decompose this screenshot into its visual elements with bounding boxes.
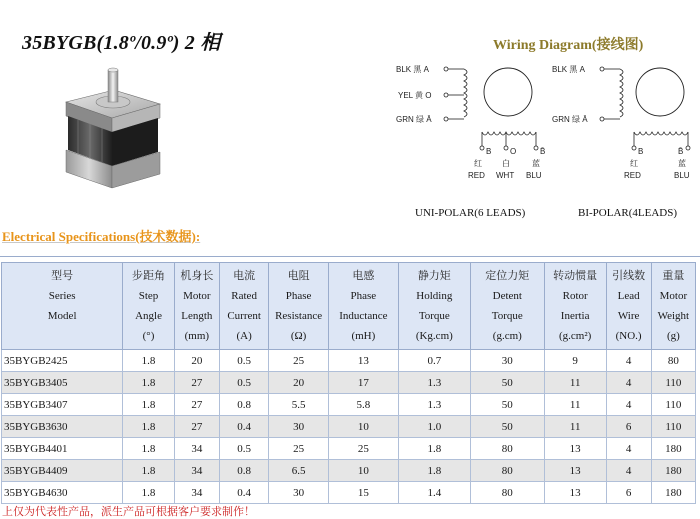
table-cell: 4 — [606, 350, 651, 372]
table-cell: 15 — [328, 482, 398, 504]
model-cell: 35BYGB3630 — [2, 416, 123, 438]
table-cell: 1.3 — [398, 394, 470, 416]
column-header-zh: 重量 — [662, 270, 685, 282]
table-cell: 1.8 — [398, 438, 470, 460]
table-cell: 80 — [470, 438, 544, 460]
table-cell: 1.8 — [123, 460, 174, 482]
bi-bottom-zh: 红 — [630, 159, 638, 168]
table-cell: 110 — [651, 372, 695, 394]
table-cell: 34 — [174, 438, 219, 460]
table-cell: 50 — [470, 394, 544, 416]
uni-bottom-lead: B̄ — [540, 147, 546, 156]
spec-section-title: Electrical Specifications(技术数据): — [2, 229, 201, 244]
table-cell: 180 — [651, 438, 695, 460]
bi-polar-caption: BI-POLAR(4LEADS) — [578, 207, 677, 219]
uni-bottom-en: WHT — [496, 171, 515, 180]
table-cell: 13 — [544, 482, 606, 504]
table-cell: 10 — [328, 416, 398, 438]
column-header-unit — [2, 326, 122, 346]
footnote: 上仅为代表性产品，派生产品可根据客户要求制作！ — [2, 505, 255, 518]
column-header-unit: (°) — [142, 330, 155, 342]
table-cell: 30 — [269, 416, 329, 438]
table-cell: 34 — [174, 460, 219, 482]
table-cell: 50 — [470, 416, 544, 438]
column-header-zh: 定位力矩 — [485, 270, 530, 282]
column-header-unit: (mH) — [351, 330, 376, 342]
table-cell: 50 — [470, 372, 544, 394]
column-header-unit: (g.cm) — [492, 330, 522, 342]
table-cell: 20 — [174, 350, 219, 372]
column-header-en1: Motor — [659, 290, 688, 302]
column-header-en1: Holding — [416, 290, 453, 302]
table-header-row — [2, 263, 696, 350]
table-cell: 9 — [544, 350, 606, 372]
model-cell: 35BYGB3407 — [2, 394, 123, 416]
stepper-motor-image — [56, 66, 166, 206]
uni-bottom-en: BLU — [526, 171, 542, 180]
table-cell: 6 — [606, 482, 651, 504]
column-header-en2: Resistance — [275, 310, 323, 322]
column-header-en2: Weight — [657, 310, 690, 322]
table-cell: 17 — [328, 372, 398, 394]
column-header-en1: Motor — [183, 290, 211, 302]
table-cell: 13 — [544, 438, 606, 460]
table-body — [2, 350, 696, 504]
column-header — [219, 263, 268, 350]
column-header-zh: 静力矩 — [417, 270, 451, 282]
table-cell: 1.4 — [398, 482, 470, 504]
table-cell: 27 — [174, 416, 219, 438]
wiring-diagram-title: Wiring Diagram(接线图) — [493, 38, 644, 53]
uni-bottom-lead: B — [486, 147, 492, 156]
table-cell: 20 — [269, 372, 329, 394]
table-cell: 11 — [544, 394, 606, 416]
uni-lead-label: GRN 绿 Ā — [396, 115, 432, 124]
table-cell: 25 — [269, 350, 329, 372]
model-cell: 35BYGB4630 — [2, 482, 123, 504]
table-cell: 4 — [606, 460, 651, 482]
column-header-en2: Torque — [491, 310, 523, 322]
table-row — [2, 460, 696, 482]
column-header — [328, 263, 398, 350]
table-cell: 11 — [544, 372, 606, 394]
table-cell: 4 — [606, 372, 651, 394]
table-row — [2, 350, 696, 372]
uni-lead-label: BLK 黑 A — [396, 65, 429, 74]
bi-bottom-lead: B — [638, 147, 644, 156]
uni-lead-label: YEL 黄 O — [398, 91, 432, 100]
column-header-en2: Inductance — [339, 310, 388, 322]
table-cell: 1.0 — [398, 416, 470, 438]
uni-bottom-en: RED — [468, 171, 485, 180]
column-header-zh: 步距角 — [132, 270, 166, 282]
column-header-unit: (Ω) — [290, 330, 307, 342]
wiring-diagram — [392, 58, 692, 198]
column-header — [174, 263, 219, 350]
column-header-unit: (NO.) — [615, 330, 642, 342]
table-cell: 4 — [606, 394, 651, 416]
table-cell: 11 — [544, 416, 606, 438]
column-header-unit: (mm) — [184, 330, 210, 342]
column-header-en2: Wire — [617, 310, 640, 322]
column-header-en1: Phase — [285, 290, 312, 302]
bi-bottom-lead: B̄ — [678, 147, 684, 156]
table-cell: 10 — [328, 460, 398, 482]
column-header — [123, 263, 174, 350]
uni-polar-caption: UNI-POLAR(6 LEADS) — [415, 207, 526, 219]
column-header-en1: Step — [138, 290, 159, 302]
table-cell: 0.4 — [219, 416, 268, 438]
column-header-en1: Rated — [231, 290, 257, 302]
divider — [0, 256, 700, 260]
column-header-zh: 引线数 — [612, 270, 646, 282]
table-row — [2, 438, 696, 460]
uni-polar-diagram — [396, 65, 545, 180]
column-header-en1: Phase — [350, 290, 377, 302]
bi-bottom-en: RED — [624, 171, 641, 180]
column-header-unit: (A) — [236, 330, 252, 342]
column-header-zh: 转动惯量 — [553, 270, 598, 282]
column-header-en2: Current — [227, 310, 261, 322]
table-cell: 80 — [470, 482, 544, 504]
product-title: 35BYGB(1.8º/0.9º) 2 相 — [22, 32, 221, 54]
table-cell: 1.8 — [123, 438, 174, 460]
table-cell: 110 — [651, 416, 695, 438]
bi-lead-label: GRN 绿 Ā — [552, 115, 588, 124]
electrical-spec-table — [1, 262, 696, 504]
column-header-en1: Series — [48, 290, 76, 302]
column-header — [606, 263, 651, 350]
model-cell: 35BYGB4401 — [2, 438, 123, 460]
table-cell: 30 — [470, 350, 544, 372]
column-header-unit: (g.cm²) — [559, 330, 592, 342]
table-cell: 80 — [470, 460, 544, 482]
table-cell: 1.8 — [123, 482, 174, 504]
table-cell: 4 — [606, 438, 651, 460]
table-cell: 80 — [651, 350, 695, 372]
table-cell: 0.8 — [219, 460, 268, 482]
column-header — [470, 263, 544, 350]
table-cell: 13 — [544, 460, 606, 482]
table-cell: 25 — [269, 438, 329, 460]
table-cell: 1.8 — [123, 372, 174, 394]
column-header-zh: 电流 — [233, 270, 256, 282]
table-cell: 5.8 — [328, 394, 398, 416]
column-header-zh: 电感 — [352, 270, 375, 282]
table-cell: 30 — [269, 482, 329, 504]
column-header-en1: Lead — [617, 290, 640, 302]
table-row — [2, 372, 696, 394]
model-cell: 35BYGB2425 — [2, 350, 123, 372]
bi-bottom-zh: 蓝 — [678, 159, 686, 168]
column-header-en2: Angle — [135, 310, 162, 322]
table-cell: 27 — [174, 372, 219, 394]
column-header — [544, 263, 606, 350]
table-cell: 0.5 — [219, 438, 268, 460]
column-header-en1: Detent — [492, 290, 522, 302]
table-cell: 1.8 — [123, 416, 174, 438]
model-cell: 35BYGB4409 — [2, 460, 123, 482]
column-header-zh: 型号 — [51, 270, 74, 282]
column-header-unit: (g) — [666, 330, 680, 342]
uni-bottom-zh: 蓝 — [532, 159, 540, 168]
model-cell: 35BYGB3405 — [2, 372, 123, 394]
table-row — [2, 394, 696, 416]
table-row — [2, 482, 696, 504]
bi-lead-label: BLK 黑 A — [552, 65, 585, 74]
table-cell: 0.8 — [219, 394, 268, 416]
column-header-unit: (Kg.cm) — [415, 330, 453, 342]
table-cell: 1.8 — [123, 350, 174, 372]
table-cell: 0.7 — [398, 350, 470, 372]
table-cell: 0.5 — [219, 372, 268, 394]
table-cell: 0.5 — [219, 350, 268, 372]
column-header-zh: 电阻 — [287, 270, 310, 282]
column-header-zh: 机身长 — [180, 270, 214, 282]
uni-bottom-zh: 白 — [502, 159, 510, 168]
table-cell: 110 — [651, 394, 695, 416]
column-header-en2: Torque — [418, 310, 450, 322]
column-header — [651, 263, 695, 350]
bi-bottom-en: BLU — [674, 171, 690, 180]
table-cell: 25 — [328, 438, 398, 460]
bi-polar-diagram — [552, 65, 690, 180]
column-header-en2: Inertia — [560, 310, 590, 322]
table-cell: 1.8 — [123, 394, 174, 416]
uni-bottom-zh: 红 — [474, 159, 482, 168]
column-header — [2, 263, 123, 350]
table-cell: 5.5 — [269, 394, 329, 416]
table-cell: 6.5 — [269, 460, 329, 482]
table-cell: 0.4 — [219, 482, 268, 504]
table-cell: 1.3 — [398, 372, 470, 394]
table-cell: 6 — [606, 416, 651, 438]
table-cell: 180 — [651, 482, 695, 504]
column-header-en2: Model — [47, 310, 77, 322]
table-cell: 180 — [651, 460, 695, 482]
column-header — [269, 263, 329, 350]
table-cell: 13 — [328, 350, 398, 372]
column-header-en2: Length — [181, 310, 213, 322]
table-cell: 27 — [174, 394, 219, 416]
table-cell: 34 — [174, 482, 219, 504]
table-cell: 1.8 — [398, 460, 470, 482]
uni-bottom-lead: O — [510, 147, 517, 156]
column-header — [398, 263, 470, 350]
column-header-en1: Rotor — [562, 290, 588, 302]
table-row — [2, 416, 696, 438]
